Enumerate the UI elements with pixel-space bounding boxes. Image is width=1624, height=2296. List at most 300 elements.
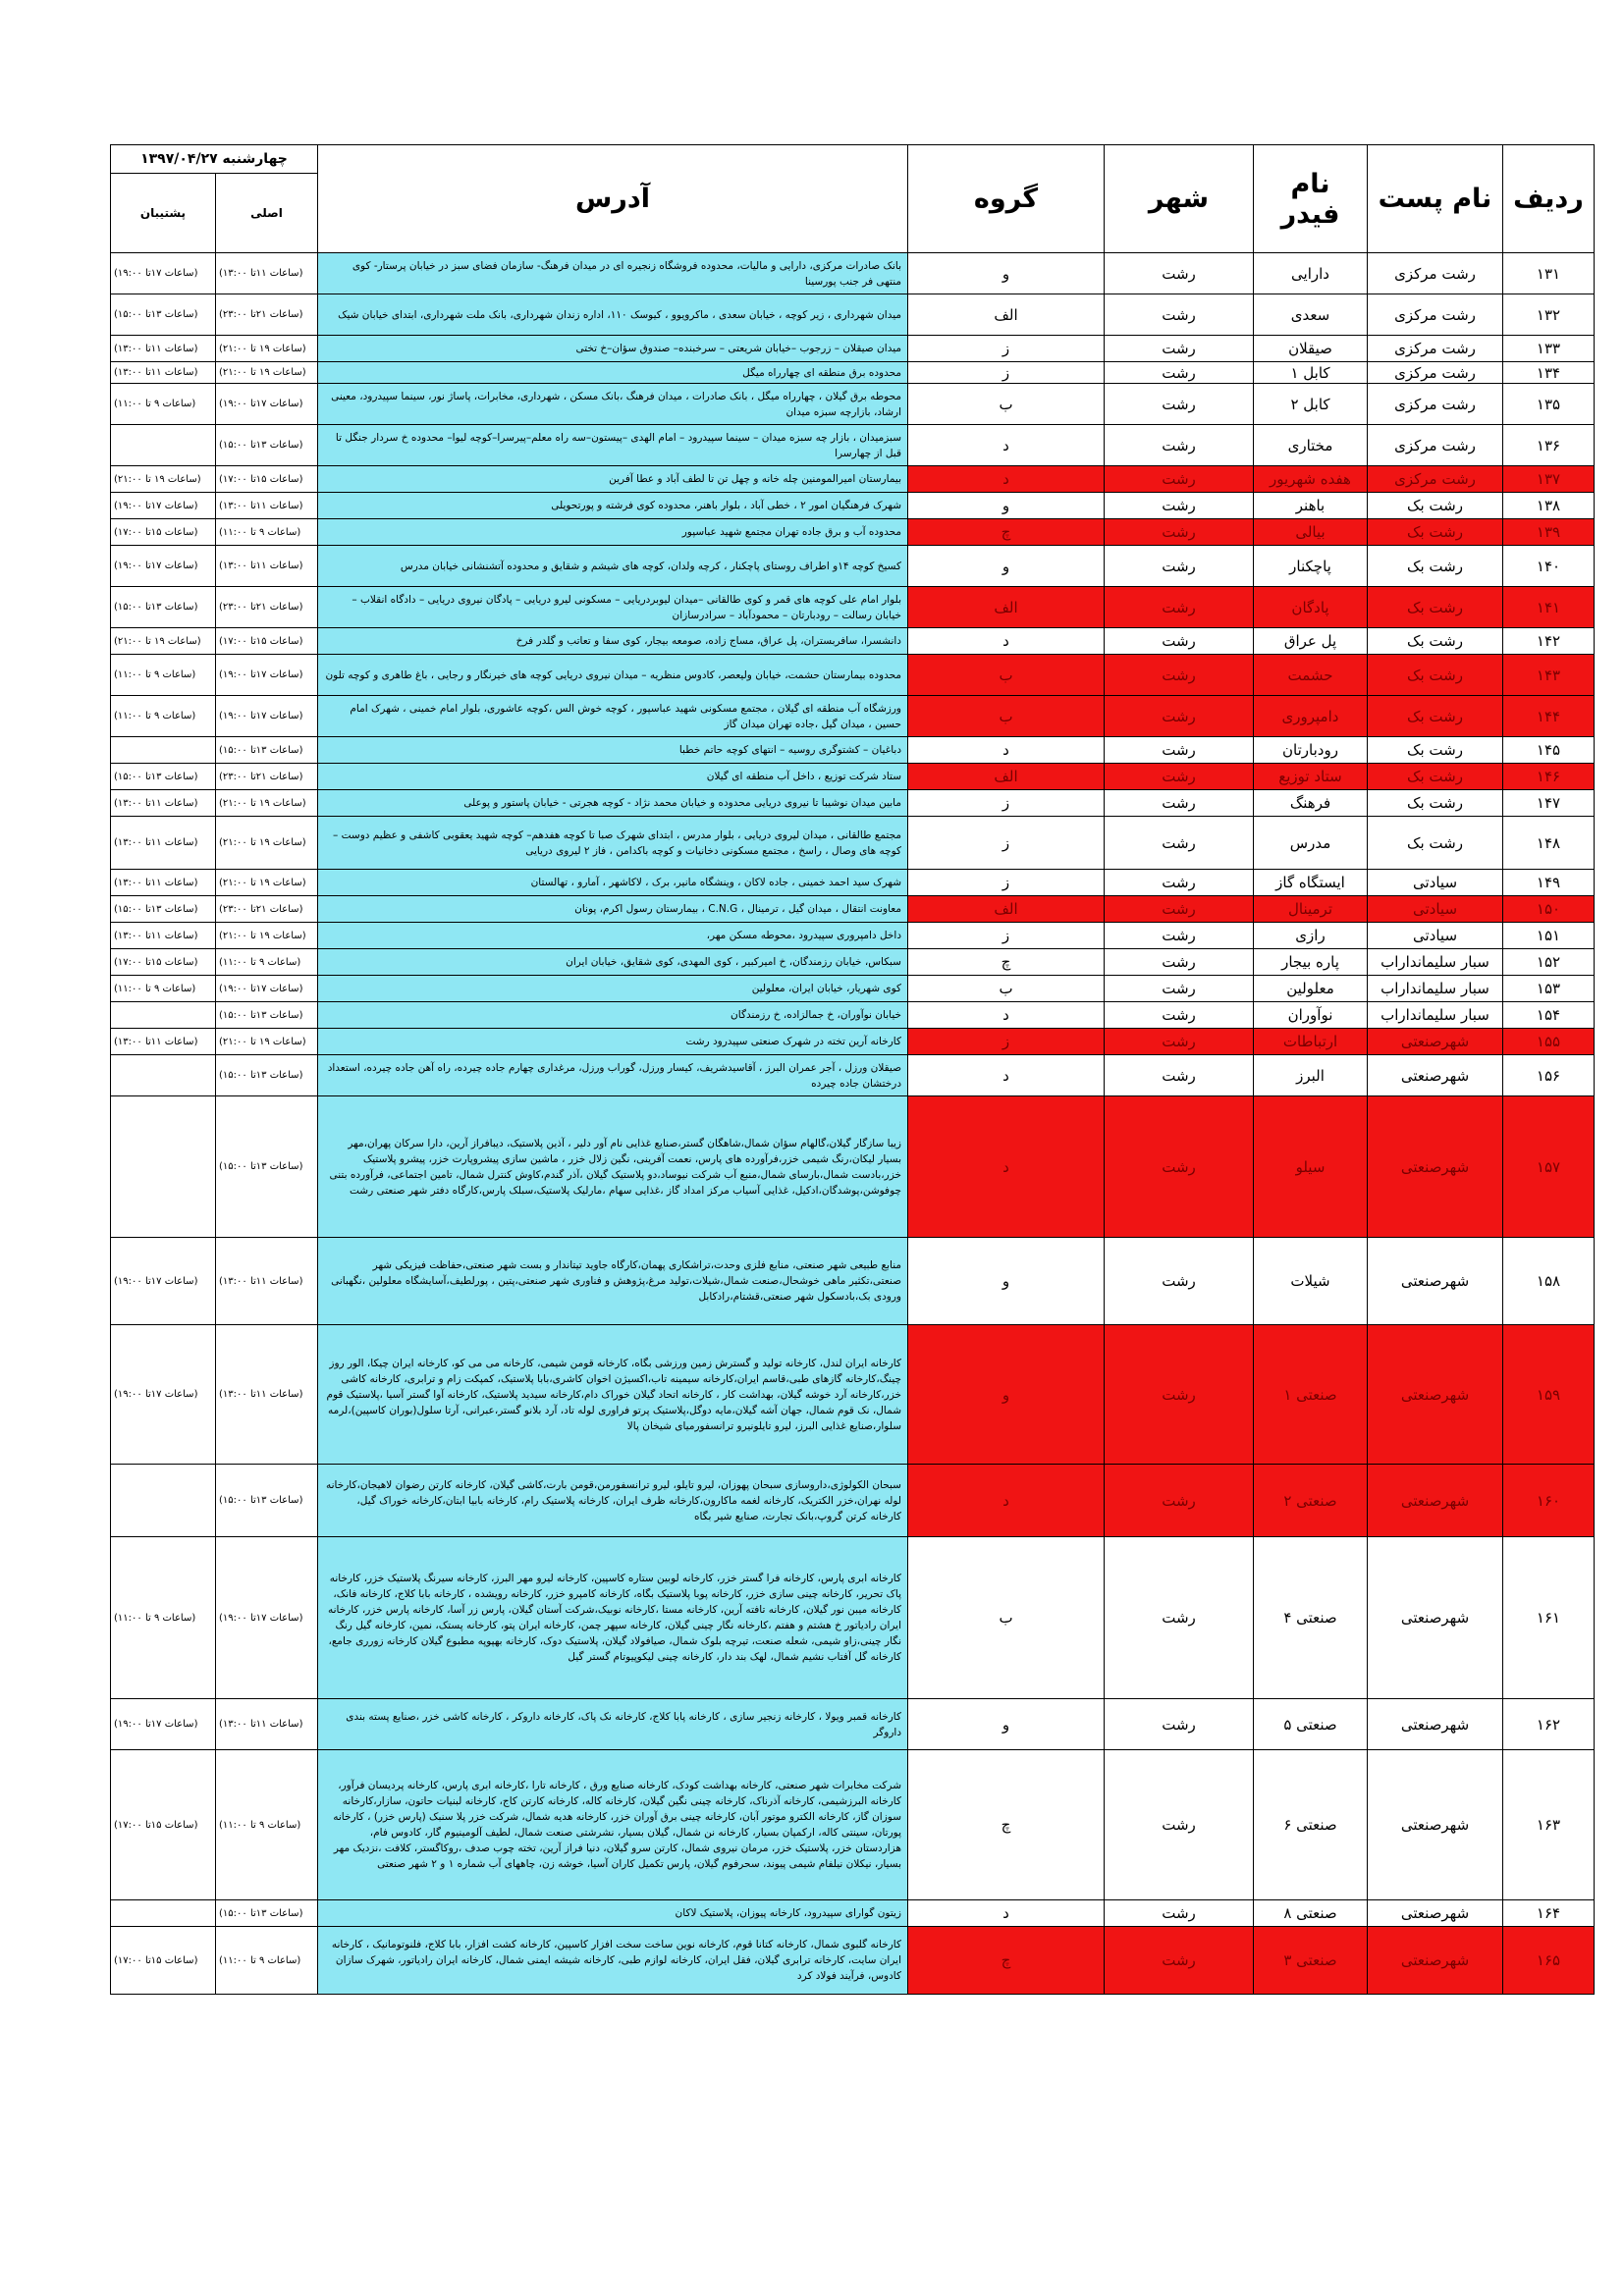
primary-time: (ساعات ۹ تا ۱۱:۰۰) <box>216 949 318 976</box>
feeder-name: پاچکنار <box>1254 546 1368 587</box>
table-row <box>111 466 1595 493</box>
row-number: ۱۳۵ <box>1503 384 1595 425</box>
table-row <box>111 696 1595 737</box>
row-number: ۱۶۱ <box>1503 1537 1595 1699</box>
primary-time: (ساعات ۹ تا ۱۱:۰۰) <box>216 1750 318 1900</box>
backup-time <box>111 1900 216 1927</box>
post-name: شهرصنعتی <box>1368 1238 1503 1325</box>
table-row <box>111 737 1595 764</box>
table-row <box>111 546 1595 587</box>
feeder-name: صنعتی ۴ <box>1254 1537 1368 1699</box>
group-code: د <box>908 737 1105 764</box>
address-text: محدوده برق منطقه ای چهارراه میگل <box>318 362 908 384</box>
table-row <box>111 493 1595 519</box>
outage-schedule-sheet <box>110 144 1594 1995</box>
row-number: ۱۴۹ <box>1503 870 1595 896</box>
feeder-name: مدرس <box>1254 817 1368 870</box>
address-text: کارخانه ایران لندل، کارخانه تولید و گسترش زمین ورزشی بگاه، کارخانه قومن شیمی، کارخانه می می کو، کارخانه ایران چیکا، الور روز چینگ،کارخانه گازهای طبی،قاسم ایران،کارخانه سیمینه تاب،اکسیژن اخوان کاشری،بابا پلاستیک، کمپکت زام و ترابری، کارخانه کاشی خزر،کارخانه آرد خوشه گیلان، بهداشت کار ، کارخانه اتحاد گیلان خوراک دام،کارخانه سیدید پلاستیک، کارخانه آوا گستر آسیا ،پلاستیک قوم شمال، نک قوم شمال، جهان آشه گیلان،مایه دوگل،پلاستیک پرتو فراوری لوله تاد، آرد بلانو گستر،عبرانی، آرتا سلول(بوران کاسپین)،لرمه سلوار،صنایع غذایی البرز، لیرو تایلونیرو ترانسفورمیای شیخان پالا <box>318 1325 908 1465</box>
table-row <box>111 1750 1595 1900</box>
primary-time: (ساعات ۱۱تا ۱۳:۰۰) <box>216 1699 318 1750</box>
group-code: ز <box>908 923 1105 949</box>
group-code: ز <box>908 336 1105 362</box>
group-code: ز <box>908 817 1105 870</box>
address-text: بیمارستان امیرالمومنین چله خانه و چهل تن تا لطف آباد و عطا آفرین <box>318 466 908 493</box>
city-name: رشت <box>1105 587 1254 628</box>
city-name: رشت <box>1105 764 1254 790</box>
backup-time: (ساعات ۹ تا ۱۱:۰۰) <box>111 696 216 737</box>
row-number: ۱۶۵ <box>1503 1927 1595 1995</box>
group-code: ب <box>908 1537 1105 1699</box>
city-name: رشت <box>1105 923 1254 949</box>
primary-time: (ساعات ۱۹ تا ۲۱:۰۰) <box>216 870 318 896</box>
table-row <box>111 790 1595 817</box>
backup-time: (ساعات ۱۱تا ۱۳:۰۰) <box>111 790 216 817</box>
city-name: رشت <box>1105 466 1254 493</box>
address-text: بلوار امام علی کوچه های قمر و کوی طالقانی –میدان لیوبردریایی – مسکونی لیرو دریایی – پادگان نیروی دریایی – دادگاه انقلاب – خیابان رسالت – رودبارتان – محمودآباد – سرادرسازان <box>318 587 908 628</box>
post-name: شهرصنعتی <box>1368 1325 1503 1465</box>
primary-time: (ساعات ۱۹ تا ۲۱:۰۰) <box>216 336 318 362</box>
table-row <box>111 628 1595 655</box>
feeder-name: دامپروری <box>1254 696 1368 737</box>
address-text: داخل دامپروری سپیدرود ،محوطه مسکن مهر، <box>318 923 908 949</box>
city-name: رشت <box>1105 976 1254 1002</box>
table-row <box>111 1238 1595 1325</box>
backup-time <box>111 737 216 764</box>
table-row <box>111 1029 1595 1055</box>
city-name: رشت <box>1105 1325 1254 1465</box>
row-number: ۱۵۸ <box>1503 1238 1595 1325</box>
group-code: د <box>908 1096 1105 1238</box>
feeder-name: پل عراق <box>1254 628 1368 655</box>
address-text: دانشسرا، سافربستران، پل عراق، مساج زاده، صومعه بیجار، کوی سفا و تعاتب و گلدر فرخ <box>318 628 908 655</box>
city-name: رشت <box>1105 362 1254 384</box>
address-text: شهرک فرهنگیان امور ۲ ، خطی آباد ، بلوار باهنر، محدوده کوی فرشته و پورتحویلی <box>318 493 908 519</box>
table-row <box>111 425 1595 466</box>
city-name: رشت <box>1105 493 1254 519</box>
row-number: ۱۴۲ <box>1503 628 1595 655</box>
group-code: د <box>908 425 1105 466</box>
backup-time: (ساعات ۱۱تا ۱۳:۰۰) <box>111 923 216 949</box>
table-row <box>111 384 1595 425</box>
row-number: ۱۵۱ <box>1503 923 1595 949</box>
post-name: شهرصنعتی <box>1368 1750 1503 1900</box>
header-row <box>111 145 1595 174</box>
primary-time: (ساعات ۱۱تا ۱۳:۰۰) <box>216 253 318 294</box>
backup-time: (ساعات ۱۱تا ۱۳:۰۰) <box>111 336 216 362</box>
feeder-name: البرز <box>1254 1055 1368 1096</box>
outage-table <box>110 144 1595 1995</box>
city-name: رشت <box>1105 1927 1254 1995</box>
post-name: شهرصنعتی <box>1368 1465 1503 1537</box>
backup-time: (ساعات ۱۵تا ۱۷:۰۰) <box>111 1750 216 1900</box>
backup-time: (ساعات ۱۵تا ۱۷:۰۰) <box>111 519 216 546</box>
table-row <box>111 253 1595 294</box>
table-row <box>111 870 1595 896</box>
address-text: کسیخ کوچه ۱۴و اطراف روستای پاچکنار ، کرچه ولدان، کوچه های شیشم و شقایق و محدوده آتشنشانی خیابان مدرس <box>318 546 908 587</box>
post-name: رشت مرکزی <box>1368 425 1503 466</box>
city-name: رشت <box>1105 1096 1254 1238</box>
col-address: آدرس <box>318 145 908 253</box>
post-name: رشت مرکزی <box>1368 294 1503 336</box>
feeder-name: شیلات <box>1254 1238 1368 1325</box>
col-city: شهر <box>1105 145 1254 253</box>
post-name: شهرصنعتی <box>1368 1927 1503 1995</box>
row-number: ۱۵۰ <box>1503 896 1595 923</box>
post-name: رشت بک <box>1368 764 1503 790</box>
col-post: نام پست <box>1368 145 1503 253</box>
address-text: منابع طبیعی شهر صنعتی، منابع فلزی وحدت،تراشکاری پهمان،کارگاه جاوید تیتاندار و بست شهر صنعتی،حفاظت فیزیکی شهر صنعتی،تکثیر ماهی خوشحال،صنعت شمال،شیلات،تولید مرغ،پژوهش و فناوری شهر صنعتی،پتین ، پورلطیف،آسایشگاه معلولین ،نگهبانی ورودی بک،بادسکول شهر صنعتی،قشتام،رادکابل <box>318 1238 908 1325</box>
post-name: شهرصنعتی <box>1368 1096 1503 1238</box>
header-date: چهارشنبه ۱۳۹۷/۰۴/۲۷ <box>111 145 318 174</box>
address-text: شهرک سید احمد خمینی ، جاده لاکان ، وینشگاه مانیر، برک ، لاکاشهر ، آمارو ، تهالستان <box>318 870 908 896</box>
row-number: ۱۳۶ <box>1503 425 1595 466</box>
group-code: د <box>908 1900 1105 1927</box>
city-name: رشت <box>1105 696 1254 737</box>
city-name: رشت <box>1105 425 1254 466</box>
feeder-name: صنعتی ۱ <box>1254 1325 1368 1465</box>
table-row <box>111 1900 1595 1927</box>
address-text: بانک صادرات مرکزی، دارایی و مالیات، محدوده فروشگاه زنجیره ای در میدان فرهنگ- سازمان فضای سبز در خیابان پرستار- کوی منتهی فر جنب پورسینا <box>318 253 908 294</box>
city-name: رشت <box>1105 253 1254 294</box>
table-row <box>111 896 1595 923</box>
row-number: ۱۴۸ <box>1503 817 1595 870</box>
city-name: رشت <box>1105 870 1254 896</box>
primary-time: (ساعات ۱۷تا ۱۹:۰۰) <box>216 1537 318 1699</box>
address-text: کارخانه قمبر ویولا ، کارخانه زنجیر سازی ، کارخانه پابا کلاج، کارخانه نک پاک، کارخانه داروکر ، کارخانه کاشی خزر ،صنایع پسته بندی داروگر <box>318 1699 908 1750</box>
primary-time: (ساعات ۹ تا ۱۱:۰۰) <box>216 519 318 546</box>
row-number: ۱۳۷ <box>1503 466 1595 493</box>
feeder-name: صنعتی ۵ <box>1254 1699 1368 1750</box>
row-number: ۱۴۱ <box>1503 587 1595 628</box>
table-row <box>111 362 1595 384</box>
feeder-name: صنعتی ۳ <box>1254 1927 1368 1995</box>
city-name: رشت <box>1105 384 1254 425</box>
row-number: ۱۴۵ <box>1503 737 1595 764</box>
row-number: ۱۴۷ <box>1503 790 1595 817</box>
backup-time: (ساعات ۹ تا ۱۱:۰۰) <box>111 384 216 425</box>
row-number: ۱۳۱ <box>1503 253 1595 294</box>
row-number: ۱۵۲ <box>1503 949 1595 976</box>
backup-time <box>111 1055 216 1096</box>
row-number: ۱۵۷ <box>1503 1096 1595 1238</box>
col-feeder: نام فیدر <box>1254 145 1368 253</box>
primary-time: (ساعات ۲۱تا ۲۳:۰۰) <box>216 764 318 790</box>
row-number: ۱۵۶ <box>1503 1055 1595 1096</box>
city-name: رشت <box>1105 1238 1254 1325</box>
address-text: کوی شهریار، خیابان ایران، معلولین <box>318 976 908 1002</box>
col-radif: ردیف <box>1503 145 1595 253</box>
feeder-name: صنعتی ۸ <box>1254 1900 1368 1927</box>
row-number: ۱۶۳ <box>1503 1750 1595 1900</box>
table-row <box>111 294 1595 336</box>
group-code: چ <box>908 1750 1105 1900</box>
post-name: سیادتی <box>1368 923 1503 949</box>
row-number: ۱۳۹ <box>1503 519 1595 546</box>
primary-time: (ساعات ۱۳تا ۱۵:۰۰) <box>216 1465 318 1537</box>
table-row <box>111 655 1595 696</box>
table-row <box>111 976 1595 1002</box>
row-number: ۱۴۳ <box>1503 655 1595 696</box>
table-row <box>111 1055 1595 1096</box>
backup-time: (ساعات ۱۱تا ۱۳:۰۰) <box>111 870 216 896</box>
table-row <box>111 1927 1595 1995</box>
feeder-name: نوآوران <box>1254 1002 1368 1029</box>
post-name: رشت بک <box>1368 493 1503 519</box>
post-name: رشت مرکزی <box>1368 384 1503 425</box>
col-backup: پشتیبان <box>111 174 216 253</box>
table-row <box>111 587 1595 628</box>
row-number: ۱۵۳ <box>1503 976 1595 1002</box>
group-code: چ <box>908 519 1105 546</box>
feeder-name: معلولین <box>1254 976 1368 1002</box>
row-number: ۱۳۲ <box>1503 294 1595 336</box>
post-name: رشت بک <box>1368 696 1503 737</box>
primary-time: (ساعات ۱۹ تا ۲۱:۰۰) <box>216 1029 318 1055</box>
city-name: رشت <box>1105 546 1254 587</box>
primary-time: (ساعات ۲۱تا ۲۳:۰۰) <box>216 896 318 923</box>
primary-time: (ساعات ۱۷تا ۱۹:۰۰) <box>216 655 318 696</box>
feeder-name: بیالی <box>1254 519 1368 546</box>
table-row <box>111 1096 1595 1238</box>
backup-time: (ساعات ۱۳تا ۱۵:۰۰) <box>111 587 216 628</box>
backup-time: (ساعات ۱۹ تا ۲۱:۰۰) <box>111 628 216 655</box>
primary-time: (ساعات ۱۵تا ۱۷:۰۰) <box>216 466 318 493</box>
row-number: ۱۳۴ <box>1503 362 1595 384</box>
post-name: رشت مرکزی <box>1368 362 1503 384</box>
address-text: خیابان نوآوران، خ جمالزاده، خ رزمندگان <box>318 1002 908 1029</box>
backup-time: (ساعات ۱۵تا ۱۷:۰۰) <box>111 1927 216 1995</box>
feeder-name: دارایی <box>1254 253 1368 294</box>
group-code: و <box>908 493 1105 519</box>
city-name: رشت <box>1105 1750 1254 1900</box>
backup-time: (ساعات ۹ تا ۱۱:۰۰) <box>111 976 216 1002</box>
group-code: ب <box>908 696 1105 737</box>
city-name: رشت <box>1105 1900 1254 1927</box>
feeder-name: فرهنگ <box>1254 790 1368 817</box>
table-row <box>111 1465 1595 1537</box>
backup-time: (ساعات ۱۱تا ۱۳:۰۰) <box>111 362 216 384</box>
row-number: ۱۴۴ <box>1503 696 1595 737</box>
backup-time: (ساعات ۱۷تا ۱۹:۰۰) <box>111 253 216 294</box>
backup-time: (ساعات ۱۹ تا ۲۱:۰۰) <box>111 466 216 493</box>
primary-time: (ساعات ۱۱تا ۱۳:۰۰) <box>216 493 318 519</box>
backup-time: (ساعات ۱۵تا ۱۷:۰۰) <box>111 949 216 976</box>
feeder-name: صنعتی ۶ <box>1254 1750 1368 1900</box>
backup-time <box>111 1002 216 1029</box>
feeder-name: ترمینال <box>1254 896 1368 923</box>
primary-time: (ساعات ۲۱تا ۲۳:۰۰) <box>216 587 318 628</box>
feeder-name: پادگان <box>1254 587 1368 628</box>
address-text: زیتون گوارای سپیدرود، کارخانه پیوزان، پلاستیک لاکان <box>318 1900 908 1927</box>
address-text: کارخانه گلبوی شمال، کارخانه کتانا قوم، کارخانه نوین ساخت سخت افزار کاسپین، کارخانه کشت افزار، بابا کلاج، فلنوتومانیک ، کارخانه ایران سایت، کارخانه ترابری گیلان، فقل ایران، کارخانه لوازم طبی، کارخانه شیشه ایمنی شمال، کارخانه ایران رادیاتور، شهرک سازان کادوس، فرآیند فولاد کرد <box>318 1927 908 1995</box>
city-name: رشت <box>1105 949 1254 976</box>
group-code: د <box>908 1055 1105 1096</box>
post-name: رشت بک <box>1368 790 1503 817</box>
group-code: ز <box>908 1029 1105 1055</box>
post-name: رشت بک <box>1368 655 1503 696</box>
backup-time: (ساعات ۹ تا ۱۱:۰۰) <box>111 1537 216 1699</box>
primary-time: (ساعات ۱۱تا ۱۳:۰۰) <box>216 1325 318 1465</box>
address-text: مابین میدان نوشیبا تا نیروی دریایی محدوده و خیابان محمد نژاد - کوچه هجرتی - خیابان پاستور و پوعلی <box>318 790 908 817</box>
feeder-name: حشمت <box>1254 655 1368 696</box>
feeder-name: هفده شهریور <box>1254 466 1368 493</box>
row-number: ۱۶۰ <box>1503 1465 1595 1537</box>
address-text: شرکت مخابرات شهر صنعتی، کارخانه بهداشت کودک، کارخانه صنایع ورق ، کارخانه تارا ،کارخانه ابری پارس، کارخانه پردیسان فرآور، کارخانه البرزشیمی، کارخانه آذرناک، کارخانه چینی نگین گیلان، کارخانه کاله، کارخانه کارتن کاج، کارخانه لبنیات حاتون، سازار،کارخانه سوزان گاز، کارخانه الکترو موتور آبان، کارخانه چینی برق آوران خزر، کارخانه هدیه شمال، شرکت خزر پلا سنبک (پارس خزر) ، کارخانه پورتان، سینتی کاله، ارکمپان بسیار، کارخانه نن شمال، گیلان بسیار، نشرشتی صنعت شمال، لطیف آلومینیوم گار، کادوس فام، هزاردستان خزر، پلاستیک خزر، مرمان نیروی شمال، کارتن سرو گیلان، دنیا فراز آرین، تخته چوب صدف ،روکاگستر، کلافت ،نزدیک مهر بسیار، نیکلان نیلفام شیمی پیوند، سحرفوم گیلان، پارس تکمیل کاران آسیا، خوشه زن، چاههای آب شماره ۱ و ۲ شهر صنعتی <box>318 1750 908 1900</box>
group-code: ب <box>908 655 1105 696</box>
backup-time: (ساعات ۱۷تا ۱۹:۰۰) <box>111 493 216 519</box>
row-number: ۱۴۶ <box>1503 764 1595 790</box>
group-code: ب <box>908 384 1105 425</box>
primary-time: (ساعات ۱۳تا ۱۵:۰۰) <box>216 1055 318 1096</box>
group-code: و <box>908 1325 1105 1465</box>
address-text: دباغیان – کشتوگری روسیه – انتهای کوچه حاتم خطبا <box>318 737 908 764</box>
primary-time: (ساعات ۱۷تا ۱۹:۰۰) <box>216 696 318 737</box>
table-row <box>111 336 1595 362</box>
feeder-name: کابل ۱ <box>1254 362 1368 384</box>
primary-time: (ساعات ۹ تا ۱۱:۰۰) <box>216 1927 318 1995</box>
primary-time: (ساعات ۱۳تا ۱۵:۰۰) <box>216 1002 318 1029</box>
post-name: رشت مرکزی <box>1368 336 1503 362</box>
city-name: رشت <box>1105 737 1254 764</box>
table-row <box>111 1537 1595 1699</box>
row-number: ۱۳۸ <box>1503 493 1595 519</box>
feeder-name: سعدی <box>1254 294 1368 336</box>
post-name: سیادتی <box>1368 896 1503 923</box>
backup-time: (ساعات ۹ تا ۱۱:۰۰) <box>111 655 216 696</box>
post-name: رشت بک <box>1368 817 1503 870</box>
city-name: رشت <box>1105 1465 1254 1537</box>
feeder-name: رازی <box>1254 923 1368 949</box>
primary-time: (ساعات ۱۹ تا ۲۱:۰۰) <box>216 362 318 384</box>
feeder-name: صنعتی ۲ <box>1254 1465 1368 1537</box>
group-code: د <box>908 628 1105 655</box>
group-code: چ <box>908 1927 1105 1995</box>
primary-time: (ساعات ۱۳تا ۱۵:۰۰) <box>216 737 318 764</box>
feeder-name: رودبارتان <box>1254 737 1368 764</box>
col-group: گروه <box>908 145 1105 253</box>
post-name: شهرصنعتی <box>1368 1900 1503 1927</box>
group-code: ز <box>908 870 1105 896</box>
group-code: الف <box>908 764 1105 790</box>
primary-time: (ساعات ۱۹ تا ۲۱:۰۰) <box>216 790 318 817</box>
table-row <box>111 1002 1595 1029</box>
primary-time: (ساعات ۱۵تا ۱۷:۰۰) <box>216 628 318 655</box>
table-body <box>111 253 1595 1995</box>
primary-time: (ساعات ۱۱تا ۱۳:۰۰) <box>216 1238 318 1325</box>
table-row <box>111 949 1595 976</box>
address-text: میدان شهرداری ، زیر کوچه ، خیابان سعدی ، ماکرویوو ، کیوسک ۱۱۰، اداره زندان شهرداری، بانک ملت شهرداری، ابتدای خیابان شیک <box>318 294 908 336</box>
city-name: رشت <box>1105 1002 1254 1029</box>
city-name: رشت <box>1105 1055 1254 1096</box>
primary-time: (ساعات ۱۷تا ۱۹:۰۰) <box>216 384 318 425</box>
post-name: شهرصنعتی <box>1368 1029 1503 1055</box>
post-name: رشت بک <box>1368 587 1503 628</box>
address-text: زیبا سازگار گیلان،گالهام سؤان شمال،شاهگان گستر،صنایع غذایی نام آور دلیر ، آذین پلاستیک، دیبافراز آرین، دارا سرکان پهران،مهر بسیار لیکان،رنگ شیمی خزر،فرآورده های پارس، نعمت آفرینی، نگین زلال خزر ، ماشین سازی پیشروپارت خزر، پیشرو پلاستیک خزر،بادست شمال،بارسای شمال،منبع آب شرکت نیوساد،دو پلاستیک گیلان ،آذر گندم،کاوش کنترل شمال، تامین اجتماعی، فرآورده بتنی چوفوشن،پوشدگان،ادکیل، غذایی آسیاب مرکز امداد گاز ،غذایی سهام ،مارلیک پلاستیک،سبلک پارس،کارگاه دفتر شهر صنعتی رشت <box>318 1096 908 1238</box>
table-row <box>111 1325 1595 1465</box>
row-number: ۱۵۴ <box>1503 1002 1595 1029</box>
group-code: د <box>908 466 1105 493</box>
primary-time: (ساعات ۱۱تا ۱۳:۰۰) <box>216 546 318 587</box>
group-code: و <box>908 546 1105 587</box>
city-name: رشت <box>1105 817 1254 870</box>
group-code: ب <box>908 976 1105 1002</box>
primary-time: (ساعات ۱۷تا ۱۹:۰۰) <box>216 976 318 1002</box>
table-row <box>111 519 1595 546</box>
address-text: معاونت انتقال ، میدان گیل ، ترمینال ، C.N.G ، بیمارستان رسول اکرم، پونان <box>318 896 908 923</box>
feeder-name: مختاری <box>1254 425 1368 466</box>
address-text: سبکاس، خیابان رزمندگان، خ امیرکبیر ، کوی المهدی، کوی شقایق، خیابان ایران <box>318 949 908 976</box>
backup-time: (ساعات ۱۱تا ۱۳:۰۰) <box>111 1029 216 1055</box>
row-number: ۱۵۹ <box>1503 1325 1595 1465</box>
primary-time: (ساعات ۱۳تا ۱۵:۰۰) <box>216 1900 318 1927</box>
group-code: الف <box>908 294 1105 336</box>
group-code: د <box>908 1465 1105 1537</box>
backup-time <box>111 425 216 466</box>
address-text: کارخانه ابری پارس، کارخانه فرا گستر خزر، کارخانه لوبین ستاره کاسپین، کارخانه لیرو مهر البرز، کارخانه سیرنگ پلاستیک خزر، کارخانه پاک تحریر، کارخانه چینی سازی خزر، کارخانه پوبا پلاستیک بگاه، کارخانه کامپرو خزر، کارخانه رویشده ، کارخانه بابا کلاج، کارخانه فانک، کارخانه میبن نور گیلان، کارخانه تافته آرین، کارخانه مستا ،کارخانه نوبیک،شرکت آستان گیلان، پارس زر آسا، کارخانه پارس خزر، کارخانه ایران رادیاتور خ هشتم و هفتم ،کارخانه نگار چینی گیلان، کارخانه سپهر چمن، کارخانه ایران پتو، کارخانه پستک، نمین، کارخانه گیل رنگ نگار چینی،زاو شیمی، شعله صنعت، تیرچه بلوک شمال، صیافولاد گیلان، پلاستیک دوک، کارخانه بهپوپه مطبوع گیلان کارخانه زورری جامع، کارخانه گل آفتاب نشیم شمال، لهک بند دار، کارخانه چینی لیکوپیوتام گستر گیل <box>318 1537 908 1699</box>
backup-time: (ساعات ۱۷تا ۱۹:۰۰) <box>111 546 216 587</box>
table-row <box>111 1699 1595 1750</box>
address-text: سبحان الکولوژی،داروسازی سبحان پهوزان، لیرو تایلو، لیرو ترانسفورمن،قومن بارت،کاشی گیلان، کارخانه کارتن رضوان لاهیجان،کارخانه لوله نهران،خزر الکتریک، کارخانه لغمه ماکارون،کارخانه ظرف ایران، کارخانه پلاستیک رام، کارخانه بابیا ابتان،کارخانه خوراک گیل، کارخانه کرتن گروپ،بانک تجارت، صنایع شیر بگاه <box>318 1465 908 1537</box>
feeder-name: کابل ۲ <box>1254 384 1368 425</box>
city-name: رشت <box>1105 655 1254 696</box>
row-number: ۱۵۵ <box>1503 1029 1595 1055</box>
address-text: کارخانه آرین تخته در شهرک صنعتی سپیدرود رشت <box>318 1029 908 1055</box>
group-code: الف <box>908 896 1105 923</box>
backup-time: (ساعات ۱۷تا ۱۹:۰۰) <box>111 1238 216 1325</box>
primary-time: (ساعات ۲۱تا ۲۳:۰۰) <box>216 294 318 336</box>
row-number: ۱۶۲ <box>1503 1699 1595 1750</box>
address-text: محدوده بیمارستان حشمت، خیابان ولیعصر، کادوس منظریه – میدان نیروی دریایی کوچه های خیرنگار و رجایی ، باغ طاهری و کوچه تلون <box>318 655 908 696</box>
backup-time: (ساعات ۱۱تا ۱۳:۰۰) <box>111 817 216 870</box>
table-row <box>111 923 1595 949</box>
group-code: د <box>908 1002 1105 1029</box>
post-name: رشت بک <box>1368 519 1503 546</box>
city-name: رشت <box>1105 896 1254 923</box>
primary-time: (ساعات ۱۹ تا ۲۱:۰۰) <box>216 923 318 949</box>
post-name: شهرصنعتی <box>1368 1055 1503 1096</box>
feeder-name: ستاد توزیع <box>1254 764 1368 790</box>
group-code: و <box>908 1699 1105 1750</box>
address-text: ستاد شرکت توزیع ، داخل آب منطقه ای گیلان <box>318 764 908 790</box>
feeder-name: پاره بیجار <box>1254 949 1368 976</box>
row-number: ۱۴۰ <box>1503 546 1595 587</box>
city-name: رشت <box>1105 1029 1254 1055</box>
table-row <box>111 817 1595 870</box>
feeder-name: ایستگاه گاز <box>1254 870 1368 896</box>
address-text: مجتمع طالقانی ، میدان لیروی دریایی ، بلوار مدرس ، ابتدای شهرک صبا تا کوچه هفدهم– کوچه شهید یعقوبی کاشفی و عظیم دوست – کوچه های وصال ، راسخ ، مجتمع مسکونی دخانیات و کوچه باکدامن ، فاز ۲ لیروی دریایی <box>318 817 908 870</box>
backup-time: (ساعات ۱۳تا ۱۵:۰۰) <box>111 896 216 923</box>
address-text: محدوده آب و برق جاده تهران مجتمع شهید عباسپور <box>318 519 908 546</box>
feeder-name: صیقلان <box>1254 336 1368 362</box>
group-code: و <box>908 1238 1105 1325</box>
post-name: سبار سلیمانداراب <box>1368 976 1503 1002</box>
post-name: سبار سلیمانداراب <box>1368 1002 1503 1029</box>
backup-time: (ساعات ۱۷تا ۱۹:۰۰) <box>111 1699 216 1750</box>
city-name: رشت <box>1105 1537 1254 1699</box>
post-name: رشت مرکزی <box>1368 253 1503 294</box>
primary-time: (ساعات ۱۳تا ۱۵:۰۰) <box>216 1096 318 1238</box>
post-name: شهرصنعتی <box>1368 1699 1503 1750</box>
post-name: رشت بک <box>1368 628 1503 655</box>
post-name: شهرصنعتی <box>1368 1537 1503 1699</box>
address-text: محوطه برق گیلان ، چهارراه میگل ، بانک صادرات ، میدان فرهنگ ،بانک مسکن ، شهرداری، مخابرات، پاساژ نور، سینما سپیدرود، معینی ارشاد، بازارچه سبزه میدان <box>318 384 908 425</box>
primary-time: (ساعات ۱۹ تا ۲۱:۰۰) <box>216 817 318 870</box>
post-name: سیادتی <box>1368 870 1503 896</box>
row-number: ۱۶۴ <box>1503 1900 1595 1927</box>
city-name: رشت <box>1105 790 1254 817</box>
feeder-name: باهنر <box>1254 493 1368 519</box>
city-name: رشت <box>1105 519 1254 546</box>
